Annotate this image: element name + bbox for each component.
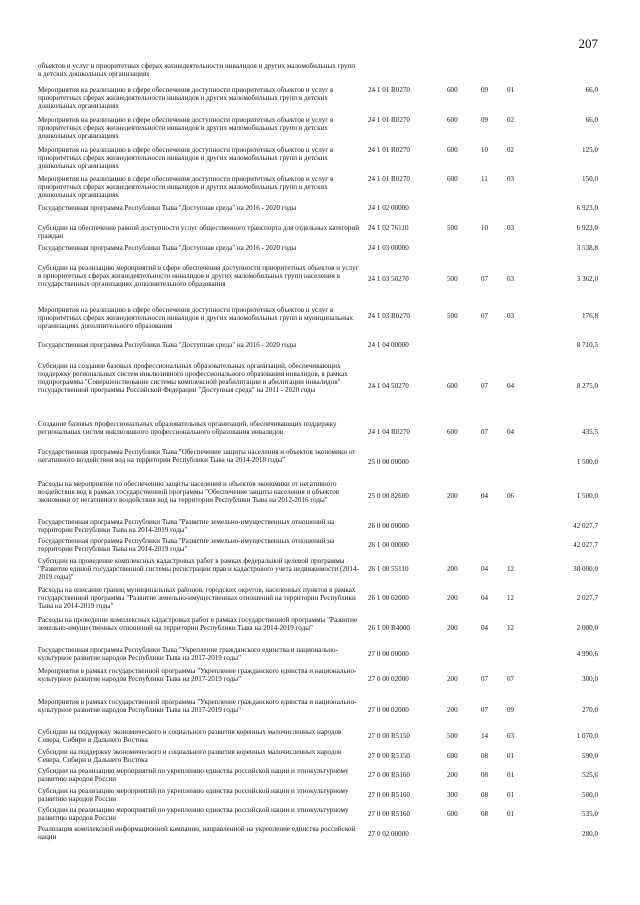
row-description: Расходы на проведение комплексных кадастровых работ в рамках государственной программы "Развитие земельно-имущественных отношений на территории Республики Тыва на 2014-2019 годы" (38, 616, 358, 632)
row-amount: 590,0 (582, 752, 598, 760)
row-description: Субсидии на поддержку экономического и социального развития коренных малочисленных народов Севера, Сибири и Дальнего Востока (38, 728, 342, 744)
row-target-code: 26 1 00 55110 (368, 565, 409, 573)
row-expense-type: 200 (447, 771, 458, 779)
row-subsection: 01 (507, 752, 515, 760)
row-section: 08 (481, 791, 489, 799)
row-target-code: 25 0 00 00000 (368, 458, 409, 466)
row-subsection: 12 (507, 624, 515, 632)
row-section: 04 (481, 624, 489, 632)
row-expense-type: 200 (447, 565, 458, 573)
row-expense-type: 200 (447, 706, 458, 714)
row-amount: 300,0 (582, 675, 598, 683)
row-subsection: 02 (507, 146, 515, 154)
row-amount: 3 362,0 (576, 275, 598, 283)
row-amount: 1 070,0 (576, 732, 598, 740)
page-number: 207 (578, 36, 598, 51)
row-description: Мероприятия на реализацию в сфере обеспечения доступности приоритетных объектов и услуг в приоритетных сферах жизнедеятельности инвалидов и других маломобильных групп в детских дошкольных организациях (38, 175, 334, 199)
row-target-code: 27 0 00 R5160 (368, 771, 410, 779)
row-target-code: 24 1 04 R0270 (368, 428, 410, 436)
row-section: 07 (481, 428, 489, 436)
row-description: Государственная программа Республики Тыва "Укрепление гражданского единства и национально-культурное развитие народов Республики Тыва на 2017-2019 годы" (38, 646, 338, 662)
row-target-code: 26 1 00 62000 (368, 594, 409, 602)
row-amount: 4 990,6 (576, 650, 598, 658)
row-amount: 525,6 (582, 771, 598, 779)
row-amount: 500,0 (582, 791, 598, 799)
row-target-code: 26 1 00 R4000 (368, 624, 410, 632)
row-section: 07 (481, 275, 489, 283)
row-description: Субсидии на реализацию мероприятий по укреплению единства российской нации и этнокультурному развитию народов России (38, 787, 349, 803)
row-expense-type: 600 (447, 86, 458, 94)
row-amount: 125,0 (582, 146, 598, 154)
row-expense-type: 600 (447, 146, 458, 154)
row-target-code: 24 1 01 R0270 (368, 175, 410, 183)
row-amount: 280,0 (582, 830, 598, 838)
row-section: 08 (481, 810, 489, 818)
row-section: 07 (481, 382, 489, 390)
row-target-code: 27 0 00 02000 (368, 706, 409, 714)
row-subsection: 06 (507, 492, 515, 500)
row-amount: 176,8 (582, 312, 598, 320)
row-section: 10 (481, 146, 489, 154)
row-description: Государственная программа Республики Тыва "Развитие земельно-имущественных отношений на территории Республики Тыва на 2014-2019 годы" (38, 518, 335, 534)
row-description: Субсидии на реализацию мероприятий в сфере обеспечения доступности приоритетных объектов и услуг в приоритетных сферах жизнедеятельности инвалидов и других маломобильных групп населения в государственных организациях дополнительного образования (38, 264, 359, 288)
row-subsection: 02 (507, 116, 515, 124)
row-amount: 3 538,8 (576, 244, 598, 252)
row-description: Мероприятия на реализацию в сфере обеспечения доступности приоритетных объектов и услуг в приоритетных сферах жизнедеятельности инвалидов и других маломобильных групп в муниципальных организациях дополнительного образования (38, 306, 354, 330)
row-expense-type: 500 (447, 732, 458, 740)
row-target-code: 27 0 00 00000 (368, 650, 409, 658)
row-amount: 8 710,5 (576, 341, 598, 349)
row-target-code: 27 0 00 02000 (368, 675, 409, 683)
row-expense-type: 500 (447, 275, 458, 283)
row-description: Мероприятия в рамках государственной программы "Укрепление гражданского единства и национально-культурное развитие народов Республики Тыва на 2017-2019 годы" (38, 667, 357, 683)
row-description: Субсидии на создание базовых профессиональных образовательных организаций, обеспечивающих поддержку региональных систем инклюзивного профессионального образования инвалидов, в рамках подпрограммы "Совершенствование системы комплексной реабилитации и абилитации инвалидов" государственной программы Российской Федерации "Доступная среда" на 2011 - 2020 годы (38, 362, 348, 394)
row-amount: 535,0 (582, 810, 598, 818)
row-section: 04 (481, 565, 489, 573)
row-target-code: 26 1 00 00000 (368, 541, 409, 549)
row-amount: 1 500,0 (576, 458, 598, 466)
row-description: Субсидии на реализацию мероприятий по укреплению единства российской нации и этнокультурному развитию народов России (38, 806, 349, 822)
row-description: Расходы на мероприятия по обеспечению защиты населения и объектов экономики от негативного воздействия вод в рамках государственной программы "Обеспечение защиты населения и объектов экономики от негативного воздействия вод на территории Республики Тыва на 2012-2016 годы" (38, 480, 340, 504)
row-subsection: 12 (507, 594, 515, 602)
row-expense-type: 600 (447, 752, 458, 760)
row-subsection: 03 (507, 275, 515, 283)
row-section: 09 (481, 86, 489, 94)
row-subsection: 03 (507, 175, 515, 183)
row-amount: 66,0 (585, 116, 598, 124)
row-target-code: 24 1 04 00000 (368, 341, 409, 349)
row-subsection: 04 (507, 428, 515, 436)
row-target-code: 27 0 00 R5160 (368, 810, 410, 818)
row-subsection: 01 (507, 810, 515, 818)
row-amount: 42 027,7 (573, 541, 598, 549)
row-amount: 38 000,0 (573, 565, 598, 573)
row-description: Субсидии на обеспечение равной доступности услуг общественного транспорта для отдельных категорий граждан (38, 224, 359, 240)
row-expense-type: 600 (447, 175, 458, 183)
row-subsection: 12 (507, 565, 515, 573)
row-target-code: 27 0 00 R5150 (368, 752, 410, 760)
row-subsection: 04 (507, 382, 515, 390)
row-amount: 42 027,7 (573, 522, 598, 530)
row-subsection: 01 (507, 86, 515, 94)
row-expense-type: 600 (447, 810, 458, 818)
row-description: Мероприятия в рамках государственной программы "Укрепление гражданского единства и национально-культурное развитие народов Республики Тыва на 2017-2019 годы" (38, 698, 357, 714)
row-expense-type: 200 (447, 594, 458, 602)
row-description: Государственная программа Республики Тыва "Доступная среда" на 2016 - 2020 годы (38, 204, 297, 212)
row-section: 07 (481, 312, 489, 320)
row-subsection: 01 (507, 771, 515, 779)
row-description: Создание базовых профессиональных образовательных организаций, обеспечивающих поддержку региональных систем инклюзивного профессионального образования инвалидов (38, 420, 337, 436)
row-amount: 8 275,0 (576, 382, 598, 390)
row-expense-type: 500 (447, 312, 458, 320)
row-target-code: 24 1 01 R0270 (368, 146, 410, 154)
row-description: Государственная программа Республики Тыва "Доступная среда" на 2016 - 2020 годы (38, 244, 297, 252)
row-expense-type: 200 (447, 675, 458, 683)
row-amount: 6 923,0 (576, 224, 598, 232)
row-amount: 2 000,0 (576, 624, 598, 632)
row-expense-type: 500 (447, 224, 458, 232)
row-section: 11 (481, 175, 488, 183)
row-amount: 270,0 (582, 706, 598, 714)
row-target-code: 27 0 00 R5150 (368, 732, 410, 740)
row-target-code: 24 1 03 R0270 (368, 312, 410, 320)
row-amount: 1 500,0 (576, 492, 598, 500)
row-section: 07 (481, 706, 489, 714)
row-subsection: 01 (507, 791, 515, 799)
row-description: Расходы на описание границ муниципальных районов, городских округов, населенных пунктов в рамках государственной программы "Развитие земельно-имущественных отношений на территории Республики Тыва на 2014-2019 годы" (38, 586, 356, 610)
row-expense-type: 600 (447, 428, 458, 436)
row-amount: 66,0 (585, 86, 598, 94)
row-section: 04 (481, 594, 489, 602)
row-description: Государственная программа Республики Тыва "Обеспечение защиты населения и объектов экономики от негативного воздействия вод на территории Республики Тыва на 2014-2018 годы" (38, 448, 356, 464)
row-section: 04 (481, 492, 489, 500)
row-amount: 435,5 (582, 428, 598, 436)
row-target-code: 24 1 02 76110 (368, 224, 409, 232)
row-section: 09 (481, 116, 489, 124)
row-section: 08 (481, 771, 489, 779)
row-subsection: 09 (507, 706, 515, 714)
row-description: объектов и услуг в приоритетных сферах жизнедеятельности инвалидов и других маломобильных групп в детских дошкольных организациях (38, 62, 356, 78)
row-target-code: 24 1 03 00000 (368, 244, 409, 252)
row-target-code: 27 0 00 R5160 (368, 791, 410, 799)
row-section: 14 (481, 732, 489, 740)
row-section: 08 (481, 752, 489, 760)
row-expense-type: 200 (447, 624, 458, 632)
row-target-code: 24 1 04 50270 (368, 382, 409, 390)
row-description: Мероприятия на реализацию в сфере обеспечения доступности приоритетных объектов и услуг в приоритетных сферах жизнедеятельности инвалидов и других маломобильных групп в детских дошкольных организациях (38, 116, 334, 140)
row-amount: 150,0 (582, 175, 598, 183)
row-expense-type: 600 (447, 116, 458, 124)
row-amount: 6 923,0 (576, 204, 598, 212)
row-expense-type: 200 (447, 492, 458, 500)
row-amount: 2 027,7 (576, 594, 598, 602)
row-description: Субсидии на проведение комплексных кадастровых работ в рамках федеральной целевой программы "Развитие единой государственной системы регистрации прав и кадастрового учета недвижимости (2014-2019 годы)" (38, 557, 359, 581)
row-target-code: 25 0 00 82600 (368, 492, 409, 500)
row-section: 10 (481, 224, 489, 232)
row-description: Мероприятия на реализацию в сфере обеспечения доступности приоритетных объектов и услуг в приоритетных сферах жизнедеятельности инвалидов и других маломобильных групп в детских дошкольных организациях (38, 86, 334, 110)
row-target-code: 24 1 01 R0270 (368, 86, 410, 94)
row-expense-type: 600 (447, 382, 458, 390)
row-target-code: 24 1 03 50270 (368, 275, 409, 283)
row-subsection: 03 (507, 312, 515, 320)
row-description: Государственная программа Республики Тыва "Развитие земельно-имущественных отношений на территории Республики Тыва на 2014-2019 годы" (38, 537, 335, 553)
row-target-code: 26 0 00 00000 (368, 522, 409, 530)
row-target-code: 24 1 01 R0270 (368, 116, 410, 124)
row-description: Субсидии на поддержку экономического и социального развития коренных малочисленных народов Севера, Сибири и Дальнего Востока (38, 748, 342, 764)
row-description: Государственная программа Республики Тыва "Доступная среда" на 2016 - 2020 годы (38, 341, 297, 349)
row-description: Реализация комплексной информационной кампании, направленной на укрепление единства российской нации (38, 825, 356, 841)
row-subsection: 03 (507, 732, 515, 740)
row-subsection: 03 (507, 224, 515, 232)
row-section: 07 (481, 675, 489, 683)
row-subsection: 07 (507, 675, 515, 683)
row-target-code: 24 1 02 00000 (368, 204, 409, 212)
row-description: Субсидии на реализацию мероприятий по укреплению единства российской нации и этнокультурному развитию народов России (38, 767, 349, 783)
row-target-code: 27 0 02 00000 (368, 830, 409, 838)
row-description: Мероприятия на реализацию в сфере обеспечения доступности приоритетных объектов и услуг в приоритетных сферах жизнедеятельности инвалидов и других маломобильных групп в детских дошкольных организациях (38, 146, 334, 170)
row-expense-type: 300 (447, 791, 458, 799)
